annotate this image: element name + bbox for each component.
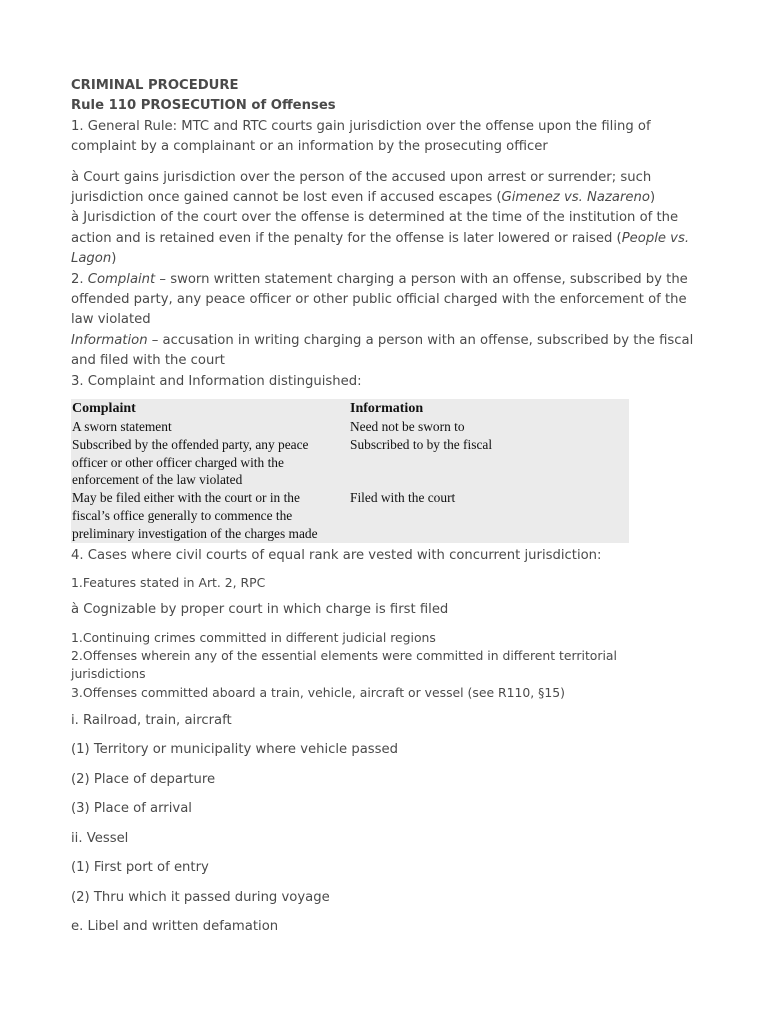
doc-title: CRIMINAL PROCEDURE: [71, 78, 239, 93]
table-cell: Subscribed to by the fiscal: [350, 436, 493, 452]
text-span: – sworn written statement charging a person with an offense, subscribed by the: [155, 271, 688, 287]
text-line: [71, 249, 701, 269]
text-line: [71, 229, 701, 249]
list-item: ii. Vessel: [71, 830, 129, 846]
paragraph-complaint: [71, 270, 701, 331]
table-cell: Filed with the court: [350, 490, 456, 506]
paragraph-information: [71, 331, 701, 372]
text-line: jurisdictions: [71, 666, 146, 682]
text-line: à Court gains jurisdiction over the person of the accused upon arrest or surrender; such: [71, 169, 652, 185]
text-line: complaint by a complainant or an information by the prosecuting officer: [71, 139, 548, 155]
table-cell: [71, 436, 349, 489]
paragraph-cognizable: à Cognizable by proper court in which charge is first filed: [71, 602, 449, 618]
list-item: e. Libel and written defamation: [71, 919, 279, 935]
text-line: offended party, any peace officer or other public official charged with the enforcement of the: [71, 292, 687, 308]
paragraph-offense-list: [71, 629, 701, 702]
case-citation: People vs.: [621, 230, 690, 246]
column-header-information: Information: [350, 401, 424, 417]
list-item: (1) First port of entry: [71, 860, 209, 876]
paragraph-offense-jurisdiction: [71, 208, 701, 269]
document-page: [71, 76, 701, 937]
text-line: [71, 331, 701, 351]
table-header-row: [71, 399, 629, 418]
term: Complaint: [87, 271, 156, 287]
text-span: ): [649, 190, 656, 206]
list-item: (2) Place of departure: [71, 771, 216, 787]
venue-list: [71, 711, 701, 938]
term: Information: [71, 332, 148, 348]
paragraph-distinguished: 3. Complaint and Information distinguished:: [71, 373, 362, 389]
text-span: 2.: [71, 271, 88, 287]
paragraph-concurrent: 4. Cases where civil courts of equal rank are vested with concurrent jurisdiction:: [71, 547, 602, 563]
paragraph-general-rule: [71, 117, 701, 158]
text-span: jurisdiction once gained cannot be lost even if accused escapes (: [71, 190, 502, 206]
table-row: [71, 436, 629, 489]
table-cell: [71, 489, 349, 542]
text-line: 1. General Rule: MTC and RTC courts gain jurisdiction over the offense upon the filing of: [71, 118, 651, 134]
doc-subtitle: Rule 110 PROSECUTION of Offenses: [71, 98, 336, 114]
text-line: [71, 188, 701, 208]
text-line: 1.Continuing crimes committed in different judicial regions: [71, 629, 436, 645]
cell-line: officer or other officer charged with the: [72, 454, 284, 470]
text-line: 2.Offenses wherein any of the essential elements were committed in different territorial: [71, 648, 617, 664]
column-header-complaint: Complaint: [72, 401, 136, 417]
case-citation: Lagon: [71, 251, 112, 267]
text-line: and filed with the court: [71, 353, 225, 369]
text-span: ): [111, 251, 117, 267]
cell-line: fiscal’s office generally to commence the: [72, 508, 293, 524]
cell-line: Subscribed by the offended party, any peace: [72, 436, 309, 452]
text-span: – accusation in writing charging a person with an offense, subscribed by the fiscal: [147, 332, 694, 348]
table-cell: A sworn statement: [72, 419, 172, 435]
list-item: (1) Territory or municipality where vehicle passed: [71, 742, 399, 758]
text-span: action and is retained even if the penalty for the offense is later lowered or raised (: [71, 230, 622, 246]
paragraph-person-jurisdiction: [71, 168, 701, 209]
text-line: 3.Offenses committed aboard a train, vehicle, aircraft or vessel (see R110, §15): [71, 684, 565, 700]
cell-line: preliminary investigation of the charges made: [72, 525, 318, 541]
list-item: (2) Thru which it passed during voyage: [71, 889, 330, 905]
comparison-table: [71, 399, 629, 543]
table-row: [71, 418, 629, 436]
text-line: law violated: [71, 312, 151, 328]
paragraph-features: 1.Features stated in Art. 2, RPC: [71, 575, 266, 591]
text-line: [71, 270, 701, 290]
table-cell: Need not be sworn to: [350, 419, 465, 435]
text-line: à Jurisdiction of the court over the offense is determined at the time of the institution of the: [71, 210, 679, 226]
cell-line: enforcement of the law violated: [72, 472, 243, 488]
list-item: (3) Place of arrival: [71, 801, 192, 817]
table-row: [71, 489, 629, 542]
case-citation: Gimenez vs. Nazareno: [501, 190, 650, 206]
list-item: i. Railroad, train, aircraft: [71, 712, 232, 728]
cell-line: May be filed either with the court or in the: [72, 490, 300, 506]
